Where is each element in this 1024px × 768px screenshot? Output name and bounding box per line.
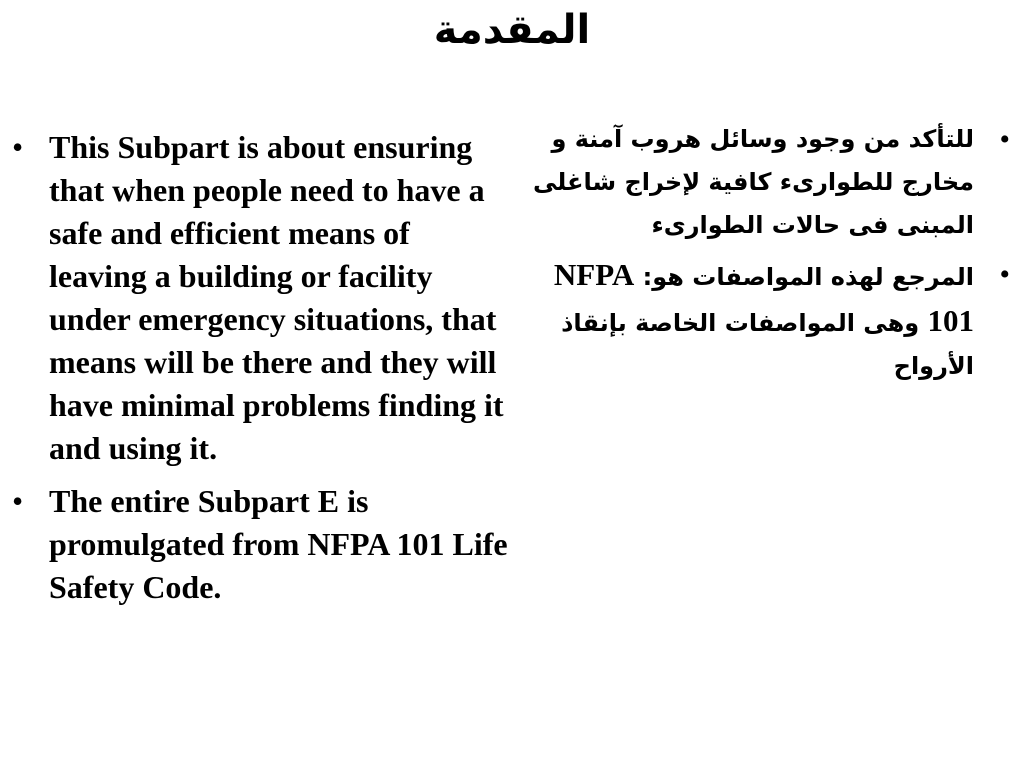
- bullet-marker: •: [999, 123, 1010, 156]
- right-bullet-text-before: المرجع لهذه المواصفات هو:: [642, 263, 974, 291]
- left-text-column: [0, 126, 520, 746]
- left-bullet-text: This Subpart is about ensuring that when people need to have a safe and efficient means of leaving a building or facility under emergency situations, that means will be there and they will have minimal problems finding it and using it.: [49, 129, 504, 466]
- right-bullet-text: للتأكد من وجود وسائل هروب آمنة و مخارج للطوارىء كافية لإخراج شاغلى المبنى فى حالات الطوارىء: [533, 125, 974, 239]
- left-bullet-item: [0, 480, 520, 609]
- bullet-marker: •: [12, 483, 24, 519]
- right-bullet-list: [526, 118, 1024, 388]
- right-bullet-item: [526, 253, 1024, 388]
- bullet-marker: •: [999, 258, 1010, 291]
- right-text-column: [526, 118, 1024, 738]
- standard-code: NFPA 101: [553, 257, 974, 338]
- right-bullet-item: [526, 118, 1024, 247]
- left-bullet-text: The entire Subpart E is promulgated from NFPA 101 Life Safety Code.: [49, 483, 508, 605]
- right-bullet-text-after: وهى المواصفات الخاصة بإنقاذ الأرواح: [561, 309, 974, 380]
- left-bullet-item: [0, 126, 520, 470]
- slide-title: المقدمة: [433, 7, 591, 53]
- bullet-marker: •: [12, 129, 24, 165]
- left-bullet-list: [0, 126, 520, 609]
